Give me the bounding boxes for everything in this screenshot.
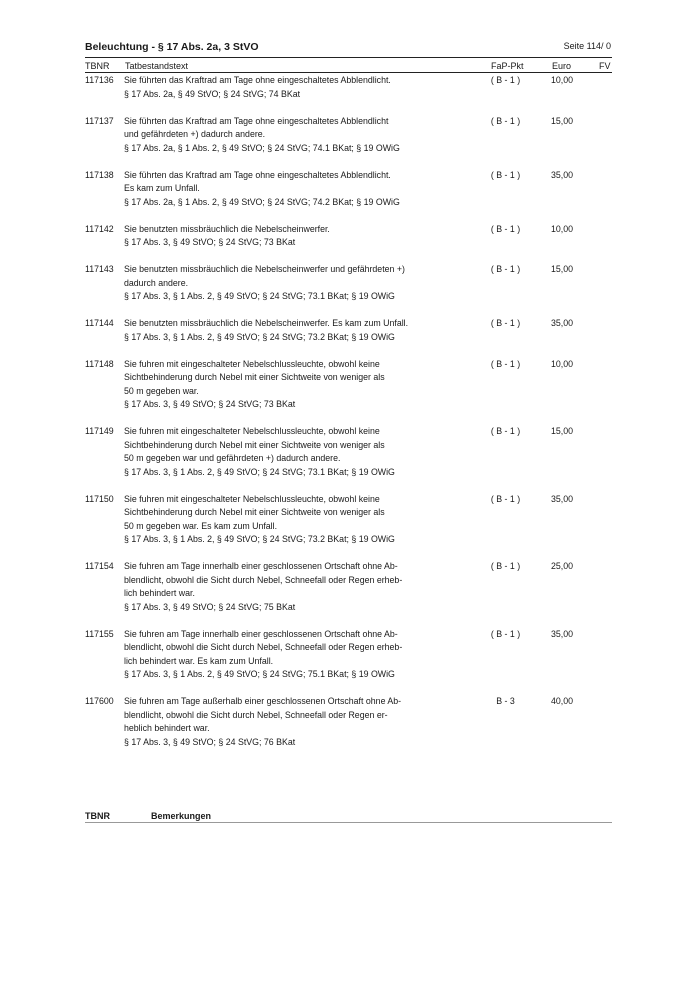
offense-text-line: Sichtbehinderung durch Nebel mit einer Sichtweite von weniger als <box>124 372 385 382</box>
offense-text-line: 50 m gegeben war. Es kam zum Unfall. <box>124 520 278 531</box>
offense-text <box>124 695 479 749</box>
tbnr-cell: 117149 <box>85 426 114 436</box>
euro-cell: 10,00 <box>551 358 574 369</box>
points-cell: ( B - 1 ) <box>490 358 521 369</box>
remarks-label: Bemerkungen <box>151 811 212 821</box>
offense-text-line: Sie benutzten missbräuchlich die Nebelscheinwerfer. <box>124 223 330 234</box>
column-header-tbnr: TBNR <box>85 61 110 71</box>
offense-text <box>124 169 479 210</box>
points-cell: ( B - 1 ) <box>490 264 521 274</box>
table-row <box>85 560 612 614</box>
offense-text-line: Sichtbehinderung durch Nebel mit einer Sichtweite von weniger als <box>124 439 385 450</box>
euro-cell: 35,00 <box>551 169 574 180</box>
offense-text-line: § 17 Abs. 3, § 49 StVO; § 24 StVG; 75 BKat <box>124 601 296 612</box>
points-cell: ( B - 1 ) <box>490 561 521 571</box>
tbnr-cell: 117136 <box>85 75 114 85</box>
points-cell: ( B - 1 ) <box>490 426 521 436</box>
offense-text-line: Sie fuhren mit eingeschalteter Nebelschlussleuchte, obwohl keine <box>124 358 380 369</box>
tbnr-cell: 117155 <box>85 628 114 639</box>
offense-text-line: § 17 Abs. 3, § 1 Abs. 2, § 49 StVO; § 24 StVG; 73.2 BKat; § 19 OWiG <box>124 331 395 342</box>
offense-text-line: Sie fuhren am Tage innerhalb einer geschlossenen Ortschaft ohne Ab- <box>124 628 398 639</box>
offense-text-line: Sichtbehinderung durch Nebel mit einer Sichtweite von weniger als <box>124 507 385 517</box>
offense-text-line: § 17 Abs. 2a, § 1 Abs. 2, § 49 StVO; § 24 StVG; 74.2 BKat; § 19 OWiG <box>124 196 400 207</box>
offense-text-line: blendlicht, obwohl die Sicht durch Nebel, Schneefall oder Regen erheb- <box>124 574 403 585</box>
euro-cell: 10,00 <box>551 75 574 85</box>
offense-text <box>124 223 479 250</box>
offense-text-line: § 17 Abs. 3, § 49 StVO; § 24 StVG; 73 BKat <box>124 399 296 409</box>
euro-cell: 40,00 <box>551 696 574 706</box>
offense-text-line: § 17 Abs. 3, § 49 StVO; § 24 StVG; 76 BKat <box>124 736 296 747</box>
points-cell: ( B - 1 ) <box>490 223 521 234</box>
page-header <box>85 41 612 57</box>
offense-text-line: § 17 Abs. 3, § 1 Abs. 2, § 49 StVO; § 24 StVG; 73.2 BKat; § 19 OWiG <box>124 534 395 544</box>
column-header-points: FaP-Pkt <box>491 61 524 71</box>
table-row <box>85 425 612 479</box>
offense-text <box>124 263 479 304</box>
header-rule-bottom <box>85 72 612 73</box>
euro-cell: 15,00 <box>551 115 574 126</box>
offense-text-line: dadurch andere. <box>124 277 189 288</box>
table-row <box>85 223 612 250</box>
euro-cell: 10,00 <box>551 223 574 234</box>
tbnr-cell: 117600 <box>85 696 114 706</box>
offense-text-line: 50 m gegeben war. <box>124 385 199 396</box>
remarks-tbnr-label: TBNR <box>85 811 110 821</box>
offense-text-line: Sie fuhren mit eingeschalteter Nebelschlussleuchte, obwohl keine <box>124 493 380 504</box>
tbnr-cell: 117143 <box>85 264 114 274</box>
points-cell: ( B - 1 ) <box>490 628 521 639</box>
points-cell: B - 3 <box>496 696 515 706</box>
offense-text-line: Sie führten das Kraftrad am Tage ohne eingeschaltetes Abblendlicht. <box>124 75 391 85</box>
tbnr-cell: 117154 <box>85 561 114 571</box>
offense-text-line: Es kam zum Unfall. <box>124 183 200 193</box>
table-row <box>85 358 612 412</box>
offense-text <box>124 358 479 412</box>
euro-cell: 15,00 <box>551 426 574 436</box>
tbnr-cell: 117148 <box>85 358 114 369</box>
offense-text-line: blendlicht, obwohl die Sicht durch Nebel, Schneefall oder Regen er- <box>124 709 388 720</box>
page-title: Beleuchtung - § 17 Abs. 2a, 3 StVO <box>85 41 259 53</box>
offense-text-line: Sie fuhren am Tage innerhalb einer geschlossenen Ortschaft ohne Ab- <box>124 561 398 571</box>
offense-table <box>85 74 612 763</box>
offense-text-line: Sie führten das Kraftrad am Tage ohne eingeschaltetes Abblendlicht <box>124 115 389 126</box>
offense-text <box>124 560 479 614</box>
table-row <box>85 74 612 101</box>
euro-cell: 35,00 <box>551 493 574 504</box>
points-cell: ( B - 1 ) <box>490 493 521 504</box>
offense-text <box>124 425 479 479</box>
offense-text <box>124 115 479 156</box>
table-row <box>85 695 612 749</box>
offense-text-line: § 17 Abs. 3, § 49 StVO; § 24 StVG; 73 BKat <box>124 237 296 247</box>
offense-text-line: Sie benutzten missbräuchlich die Nebelscheinwerfer und gefährdeten +) <box>124 264 405 274</box>
points-cell: ( B - 1 ) <box>490 75 521 85</box>
column-header-text: Tatbestandstext <box>125 61 189 71</box>
offense-text-line: § 17 Abs. 2a, § 1 Abs. 2, § 49 StVO; § 24 StVG; 74.1 BKat; § 19 OWiG <box>124 142 400 153</box>
offense-text-line: Sie fuhren mit eingeschalteter Nebelschlussleuchte, obwohl keine <box>124 426 380 436</box>
offense-text-line: heblich behindert war. <box>124 723 210 733</box>
offense-text <box>124 628 479 682</box>
remarks-rule <box>85 822 612 823</box>
table-row <box>85 317 612 344</box>
euro-cell: 15,00 <box>551 264 574 274</box>
euro-cell: 25,00 <box>551 561 574 571</box>
table-row <box>85 628 612 682</box>
euro-cell: 35,00 <box>551 318 574 328</box>
tbnr-cell: 117138 <box>85 169 114 180</box>
column-header-euro: Euro <box>552 61 572 71</box>
table-row <box>85 493 612 547</box>
offense-text <box>124 74 479 101</box>
offense-text <box>124 317 479 344</box>
points-cell: ( B - 1 ) <box>490 169 521 180</box>
page-number: Seite 114/ 0 <box>563 41 611 51</box>
tbnr-cell: 117144 <box>85 318 114 328</box>
tbnr-cell: 117137 <box>85 115 114 126</box>
column-header-fv: FV <box>599 61 611 71</box>
offense-text-line: und gefährdeten +) dadurch andere. <box>124 129 266 139</box>
table-row <box>85 169 612 210</box>
euro-cell: 35,00 <box>551 628 574 639</box>
offense-text-line: 50 m gegeben war und gefährdeten +) dadurch andere. <box>124 453 341 463</box>
table-row <box>85 115 612 156</box>
offense-text-line: § 17 Abs. 3, § 1 Abs. 2, § 49 StVO; § 24 StVG; 73.1 BKat; § 19 OWiG <box>124 291 395 301</box>
points-cell: ( B - 1 ) <box>490 115 521 126</box>
offense-text-line: blendlicht, obwohl die Sicht durch Nebel, Schneefall oder Regen erheb- <box>124 642 403 652</box>
offense-text-line: Sie führten das Kraftrad am Tage ohne eingeschaltetes Abblendlicht. <box>124 169 391 180</box>
offense-text-line: § 17 Abs. 3, § 1 Abs. 2, § 49 StVO; § 24 StVG; 75.1 BKat; § 19 OWiG <box>124 669 395 679</box>
remarks-header <box>85 811 612 821</box>
offense-text-line: Sie fuhren am Tage außerhalb einer geschlossenen Ortschaft ohne Ab- <box>124 696 402 706</box>
tbnr-cell: 117150 <box>85 493 114 504</box>
header-rule-top <box>85 57 612 58</box>
tbnr-cell: 117142 <box>85 223 114 234</box>
offense-text <box>124 493 479 547</box>
offense-text-line: lich behindert war. Es kam zum Unfall. <box>124 655 274 666</box>
offense-text-line: § 17 Abs. 2a, § 49 StVO; § 24 StVG; 74 BKat <box>124 88 301 99</box>
offense-text-line: § 17 Abs. 3, § 1 Abs. 2, § 49 StVO; § 24 StVG; 73.1 BKat; § 19 OWiG <box>124 466 395 477</box>
offense-text-line: lich behindert war. <box>124 588 195 598</box>
table-row <box>85 263 612 304</box>
offense-text-line: Sie benutzten missbräuchlich die Nebelscheinwerfer. Es kam zum Unfall. <box>124 318 409 328</box>
points-cell: ( B - 1 ) <box>490 318 521 328</box>
